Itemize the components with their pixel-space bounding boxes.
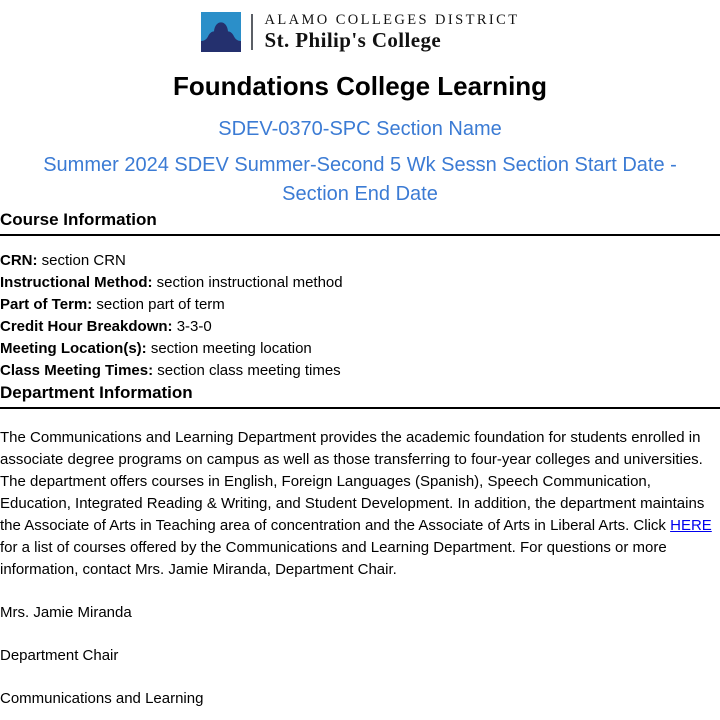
info-value: section class meeting times: [157, 361, 341, 379]
info-row-crn: [0, 250, 720, 272]
department-chair-department: Communications and Learning: [0, 689, 204, 707]
info-value: 3-3-0: [176, 317, 212, 335]
department-chair-name: Mrs. Jamie Miranda: [0, 603, 132, 621]
logo-divider: [251, 14, 253, 50]
info-label: CRN:: [0, 251, 38, 269]
info-value: section part of term: [96, 295, 225, 313]
district-name: ALAMO COLLEGES DISTRICT: [264, 12, 520, 29]
alamo-colleges-logo: [201, 12, 520, 52]
info-row-meeting-locations: [0, 338, 720, 360]
department-description-paragraph: [0, 427, 720, 581]
info-row-instructional-method: [0, 272, 720, 294]
paragraph-text-after-link: for a list of courses offered by the Communications and Learning Department. For questions or more information, contact Mrs. Jamie Miranda, Department Chair.: [0, 538, 667, 578]
page-title-block: [0, 70, 720, 209]
department-chair-title: Department Chair: [0, 646, 119, 664]
course-list-here-link[interactable]: HERE: [670, 516, 712, 534]
info-label: Part of Term:: [0, 295, 93, 313]
info-row-credit-hour-breakdown: [0, 316, 720, 338]
section-name-link[interactable]: SDEV-0370-SPC Section Name: [218, 117, 502, 140]
course-information-list: [0, 250, 720, 382]
term-and-dates-link[interactable]: Summer 2024 SDEV Summer-Second 5 Wk Sessn Section Start Date - Section End Date: [43, 153, 677, 205]
info-row-part-of-term: [0, 294, 720, 316]
info-value: section CRN: [41, 251, 126, 269]
course-information-heading: Course Information: [0, 209, 720, 236]
college-name: St. Philip's College: [264, 27, 442, 52]
paragraph-text-before-link: The Communications and Learning Department provides the academic foundation for students enrolled in associate degree programs on campus as well as those transferring to four-year colleges and universities. The department offers courses in English, Foreign Languages (Spanish), Speech Communication, Education, Integrated Reading & Writing, and Student Development. In addition, the department maintains the Associate of Arts in Teaching area of concentration and the Associate of Arts in Liberal Arts. Click: [0, 428, 705, 534]
logo-wordmark: [265, 12, 520, 52]
site-logo-header: [0, 0, 720, 56]
info-label: Credit Hour Breakdown:: [0, 317, 173, 335]
mission-dome-icon: [201, 12, 241, 52]
info-label: Instructional Method:: [0, 273, 153, 291]
department-information-heading: Department Information: [0, 382, 720, 409]
info-row-class-meeting-times: [0, 360, 720, 382]
info-value: section instructional method: [156, 273, 343, 291]
info-label: Class Meeting Times:: [0, 361, 154, 379]
info-label: Meeting Location(s):: [0, 339, 147, 357]
info-value: section meeting location: [150, 339, 312, 357]
page-title: Foundations College Learning: [172, 71, 548, 101]
